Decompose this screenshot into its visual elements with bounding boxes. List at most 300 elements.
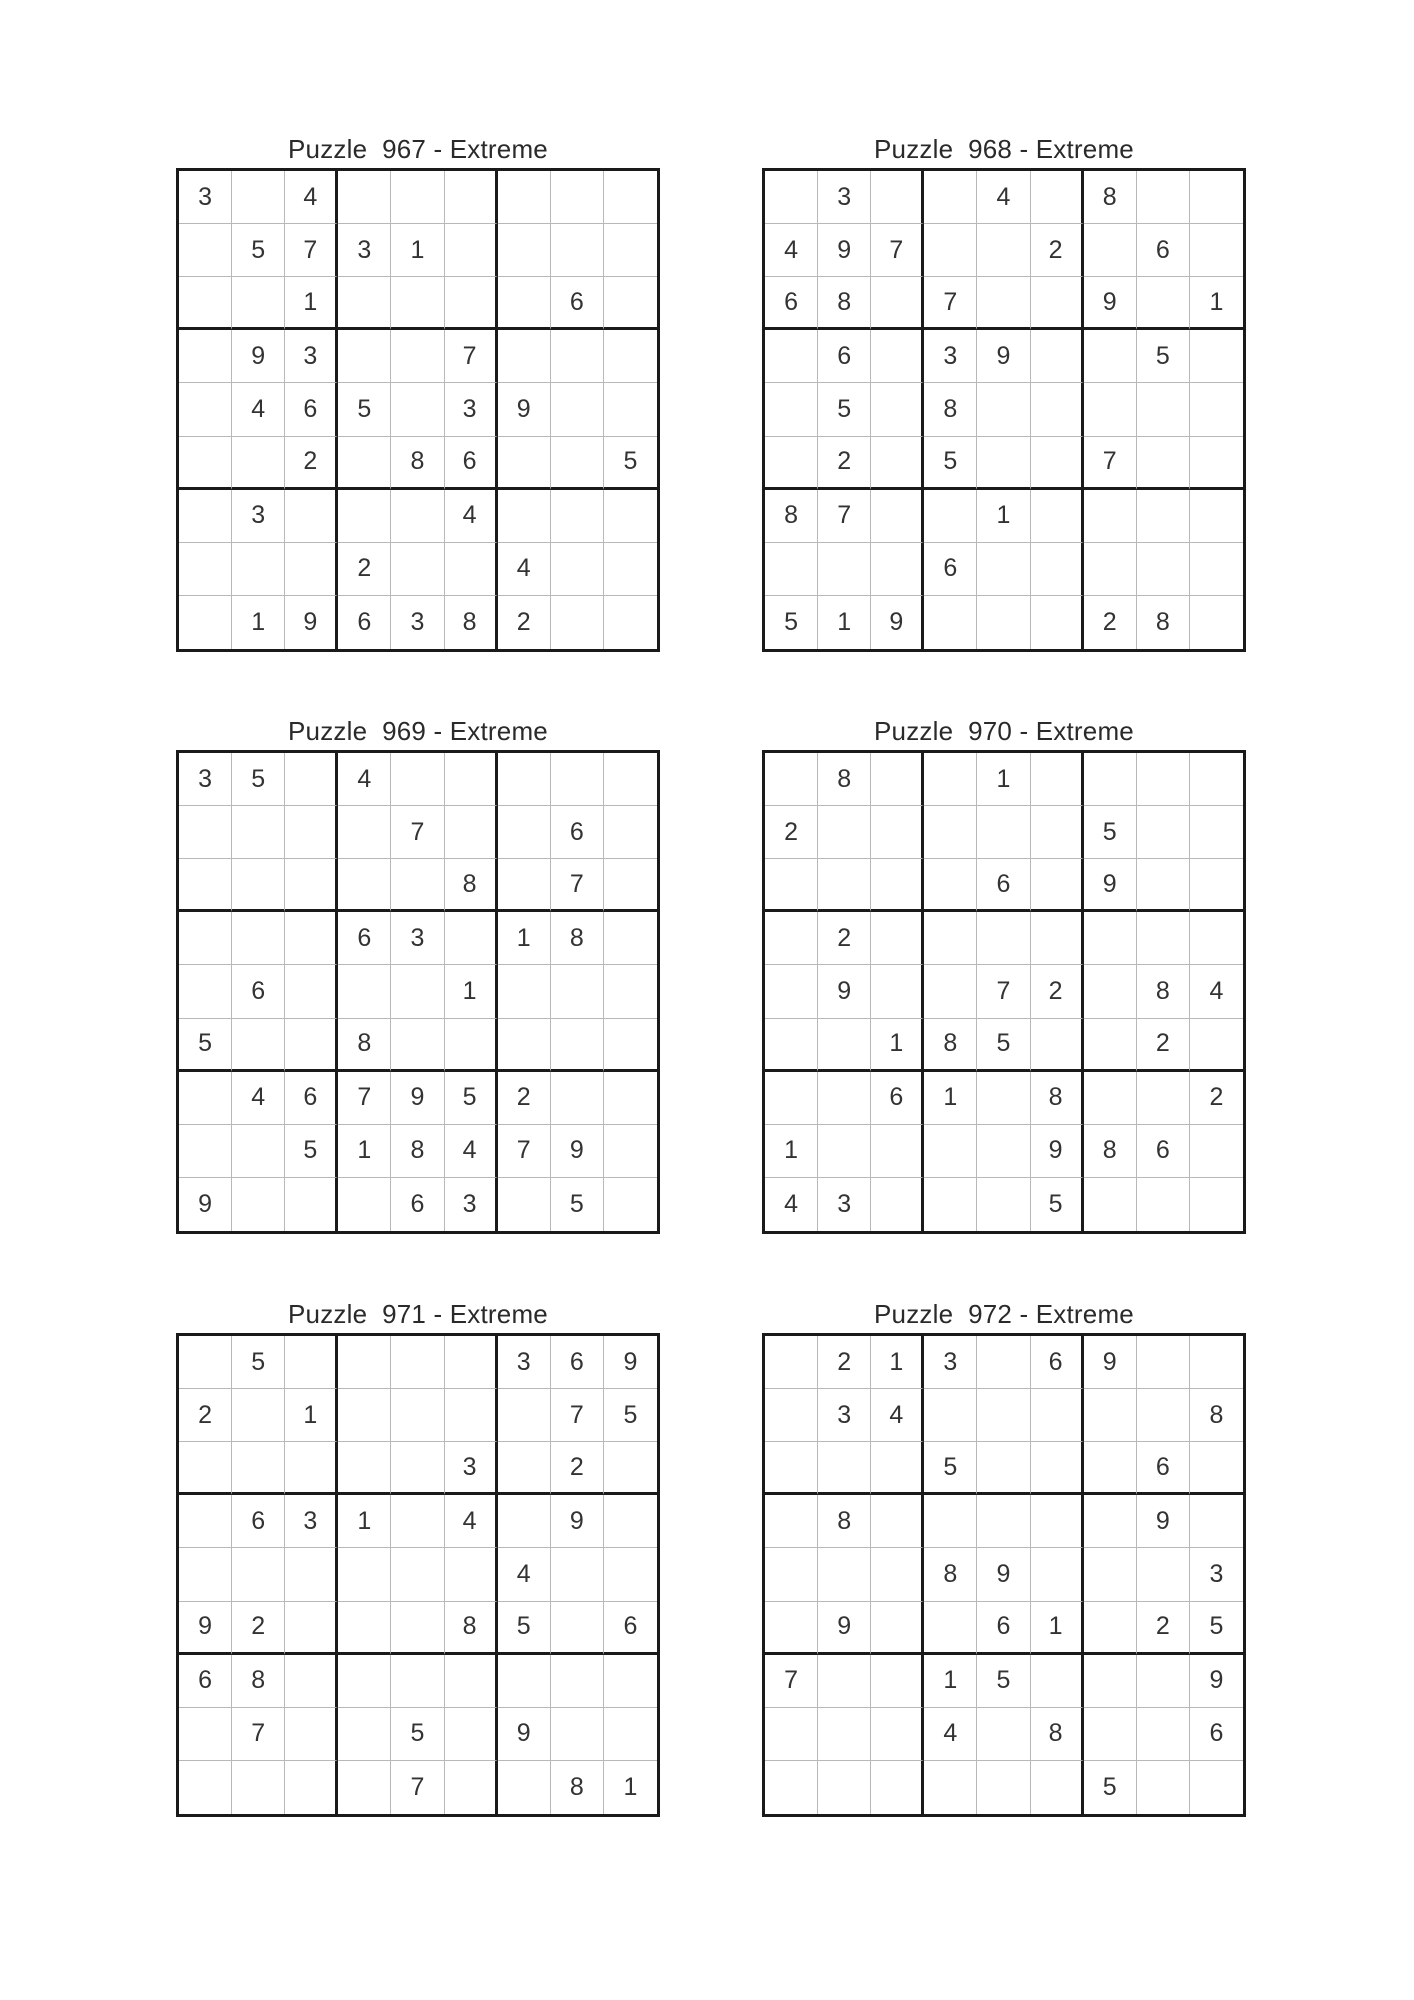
sudoku-cell: [551, 330, 604, 383]
sudoku-cell: 8: [232, 1655, 285, 1708]
sudoku-cell: [338, 806, 391, 859]
sudoku-cell: [285, 965, 338, 1018]
sudoku-cell: [498, 1495, 551, 1548]
sudoku-cell: [232, 859, 285, 912]
sudoku-cell: [924, 224, 977, 277]
sudoku-cell: 7: [445, 330, 498, 383]
sudoku-cell: 7: [551, 1389, 604, 1442]
sudoku-cell: 7: [391, 1761, 444, 1814]
sudoku-cell: [1190, 1125, 1243, 1178]
sudoku-cell: [924, 1389, 977, 1442]
sudoku-cell: 9: [391, 1072, 444, 1125]
sudoku-cell: [1031, 1761, 1084, 1814]
sudoku-cell: 8: [391, 437, 444, 490]
sudoku-cell: 5: [1190, 1602, 1243, 1655]
sudoku-cell: [179, 596, 232, 649]
sudoku-cell: [498, 1761, 551, 1814]
sudoku-cell: [1031, 1019, 1084, 1072]
sudoku-cell: [1190, 753, 1243, 806]
sudoku-cell: [977, 224, 1030, 277]
sudoku-cell: 4: [765, 224, 818, 277]
sudoku-cell: [1190, 330, 1243, 383]
sudoku-cell: 9: [1084, 1336, 1137, 1389]
sudoku-cell: [338, 330, 391, 383]
sudoku-cell: [977, 383, 1030, 436]
sudoku-cell: [1190, 224, 1243, 277]
sudoku-cell: [391, 543, 444, 596]
sudoku-cell: 9: [1084, 277, 1137, 330]
sudoku-cell: [445, 1761, 498, 1814]
sudoku-cell: [232, 806, 285, 859]
sudoku-cell: 1: [871, 1336, 924, 1389]
sudoku-cell: [445, 224, 498, 277]
sudoku-cell: 2: [285, 437, 338, 490]
sudoku-cell: 5: [977, 1019, 1030, 1072]
sudoku-cell: [1084, 1442, 1137, 1495]
sudoku-cell: [924, 1495, 977, 1548]
sudoku-cell: [445, 1336, 498, 1389]
sudoku-cell: [1084, 1178, 1137, 1231]
sudoku-cell: 5: [604, 437, 657, 490]
sudoku-cell: 3: [179, 171, 232, 224]
sudoku-cell: 3: [338, 224, 391, 277]
sudoku-cell: [1137, 171, 1190, 224]
sudoku-cell: 2: [1137, 1019, 1190, 1072]
sudoku-cell: 4: [445, 490, 498, 543]
sudoku-cell: [977, 1442, 1030, 1495]
sudoku-cell: [977, 1072, 1030, 1125]
sudoku-cell: [604, 171, 657, 224]
sudoku-cell: 9: [977, 330, 1030, 383]
sudoku-cell: [1137, 1761, 1190, 1814]
sudoku-cell: 5: [1084, 1761, 1137, 1814]
sudoku-cell: [285, 912, 338, 965]
sudoku-cell: [391, 1548, 444, 1601]
sudoku-cell: [1137, 277, 1190, 330]
sudoku-cell: [285, 859, 338, 912]
sudoku-cell: [765, 912, 818, 965]
sudoku-cell: [604, 1442, 657, 1495]
sudoku-cell: [498, 806, 551, 859]
sudoku-cell: [604, 1708, 657, 1761]
sudoku-cell: [1031, 1495, 1084, 1548]
sudoku-cell: 6: [1137, 1442, 1190, 1495]
sudoku-cell: [498, 859, 551, 912]
sudoku-cell: 4: [232, 1072, 285, 1125]
sudoku-cell: [391, 383, 444, 436]
sudoku-cell: 5: [1031, 1178, 1084, 1231]
sudoku-cell: 1: [924, 1655, 977, 1708]
sudoku-cell: 3: [445, 1178, 498, 1231]
sudoku-cell: [1031, 596, 1084, 649]
sudoku-cell: [604, 859, 657, 912]
sudoku-cell: 5: [232, 1336, 285, 1389]
sudoku-cell: 6: [924, 543, 977, 596]
sudoku-cell: 8: [924, 1019, 977, 1072]
sudoku-cell: 5: [924, 437, 977, 490]
puzzle-title: Puzzle 971 - Extreme: [288, 1299, 548, 1329]
sudoku-cell: [1031, 1442, 1084, 1495]
puzzle-967: [176, 130, 660, 652]
sudoku-cell: [551, 1072, 604, 1125]
sudoku-cell: [498, 277, 551, 330]
sudoku-cell: [338, 1602, 391, 1655]
sudoku-cell: [445, 1548, 498, 1601]
sudoku-cell: [445, 277, 498, 330]
sudoku-cell: [1190, 1495, 1243, 1548]
sudoku-cell: 6: [1137, 1125, 1190, 1178]
sudoku-cell: [1084, 1495, 1137, 1548]
sudoku-cell: 7: [232, 1708, 285, 1761]
sudoku-cell: [391, 490, 444, 543]
sudoku-cell: 4: [338, 753, 391, 806]
sudoku-cell: 3: [179, 753, 232, 806]
sudoku-cell: 9: [498, 383, 551, 436]
sudoku-cell: 8: [818, 277, 871, 330]
sudoku-cell: [977, 1708, 1030, 1761]
sudoku-cell: [924, 1761, 977, 1814]
sudoku-cell: [977, 806, 1030, 859]
sudoku-cell: [338, 1708, 391, 1761]
sudoku-cell: 1: [623, 1772, 638, 1801]
sudoku-cell: [1190, 1442, 1243, 1495]
sudoku-cell: [179, 1708, 232, 1761]
sudoku-cell: 1: [498, 912, 551, 965]
sudoku-cell: 7: [977, 965, 1030, 1018]
sudoku-cell: [551, 1708, 604, 1761]
sudoku-cell: [285, 1655, 338, 1708]
sudoku-cell: [285, 1602, 338, 1655]
sudoku-cell: 9: [1137, 1495, 1190, 1548]
puzzle-title: Puzzle 968 - Extreme: [874, 134, 1134, 164]
sudoku-grid: [762, 1333, 1246, 1817]
sudoku-cell: 6: [232, 1495, 285, 1548]
sudoku-grid: [176, 168, 660, 652]
sudoku-cell: [1031, 1548, 1084, 1601]
sudoku-cell: [765, 859, 818, 912]
sudoku-cell: 2: [818, 437, 871, 490]
sudoku-cell: [818, 1019, 871, 1072]
sudoku-cell: 1: [445, 965, 498, 1018]
sudoku-cell: [285, 1336, 338, 1389]
sudoku-cell: [179, 965, 232, 1018]
sudoku-cell: [551, 543, 604, 596]
sudoku-cell: [604, 330, 657, 383]
sudoku-cell: 1: [765, 1125, 818, 1178]
sudoku-cell: [604, 806, 657, 859]
sudoku-cell: 8: [818, 1495, 871, 1548]
sudoku-cell: [498, 437, 551, 490]
sudoku-cell: [924, 171, 977, 224]
sudoku-cell: 8: [1137, 596, 1190, 649]
sudoku-cell: [765, 1442, 818, 1495]
sudoku-cell: 5: [391, 1708, 444, 1761]
sudoku-cell: [391, 171, 444, 224]
sudoku-cell: [871, 437, 924, 490]
sudoku-cell: [391, 753, 444, 806]
sudoku-cell: [871, 965, 924, 1018]
sudoku-cell: 7: [1084, 437, 1137, 490]
sudoku-cell: [1084, 1019, 1137, 1072]
sudoku-cell: [604, 596, 657, 649]
sudoku-cell: [1190, 859, 1243, 912]
sudoku-cell: [1137, 1178, 1190, 1231]
sudoku-cell: 1: [977, 490, 1030, 543]
sudoku-cell: 3: [285, 330, 338, 383]
sudoku-cell: 1: [285, 1389, 338, 1442]
sudoku-cell: [871, 1602, 924, 1655]
sudoku-cell: 9: [1190, 1655, 1243, 1708]
sudoku-cell: [1190, 1761, 1243, 1814]
sudoku-cell: [604, 277, 657, 330]
sudoku-cell: [924, 1125, 977, 1178]
sudoku-cell: 2: [818, 912, 871, 965]
sudoku-cell: 6: [871, 1072, 924, 1125]
sudoku-cell: [924, 806, 977, 859]
sudoku-cell: [871, 383, 924, 436]
sudoku-cell: [924, 912, 977, 965]
sudoku-cell: [604, 543, 657, 596]
sudoku-cell: [338, 965, 391, 1018]
sudoku-cell: [338, 1655, 391, 1708]
sudoku-cell: [1190, 383, 1243, 436]
sudoku-cell: [498, 1655, 551, 1708]
sudoku-cell: [179, 806, 232, 859]
sudoku-cell: [1190, 1336, 1243, 1389]
sudoku-cell: 1: [977, 753, 1030, 806]
sudoku-cell: [977, 1336, 1030, 1389]
sudoku-cell: [1137, 490, 1190, 543]
sudoku-cell: 5: [604, 1389, 657, 1442]
sudoku-cell: 2: [765, 806, 818, 859]
sudoku-cell: [1084, 1602, 1137, 1655]
sudoku-cell: [871, 1655, 924, 1708]
sudoku-cell: [179, 330, 232, 383]
sudoku-cell: [924, 490, 977, 543]
sudoku-cell: 8: [445, 1602, 498, 1655]
sudoku-cell: [1031, 437, 1084, 490]
sudoku-cell: [338, 490, 391, 543]
sudoku-cell: [285, 1761, 338, 1814]
sudoku-cell: 8: [551, 912, 604, 965]
sudoku-cell: 3: [285, 1495, 338, 1548]
sudoku-cell: [338, 1336, 391, 1389]
sudoku-cell: [604, 1019, 657, 1072]
sudoku-cell: 8: [445, 859, 498, 912]
sudoku-cell: [977, 912, 1030, 965]
sudoku-cell: 2: [338, 543, 391, 596]
sudoku-cell: [445, 543, 498, 596]
sudoku-cell: 3: [818, 1178, 871, 1231]
sudoku-cell: [871, 171, 924, 224]
sudoku-cell: [551, 1548, 604, 1601]
sudoku-cell: [765, 543, 818, 596]
sudoku-cell: 3: [818, 171, 871, 224]
sudoku-cell: [1031, 490, 1084, 543]
sudoku-cell: [765, 171, 818, 224]
sudoku-cell: 8: [1190, 1389, 1243, 1442]
sudoku-cell: [818, 1442, 871, 1495]
sudoku-cell: [871, 806, 924, 859]
sudoku-cell: [1137, 437, 1190, 490]
sudoku-cell: 3: [232, 490, 285, 543]
sudoku-cell: [445, 1655, 498, 1708]
sudoku-cell: [1084, 912, 1137, 965]
sudoku-cell: [924, 753, 977, 806]
sudoku-cell: [1137, 1655, 1190, 1708]
sudoku-cell: 8: [1031, 1072, 1084, 1125]
sudoku-cell: [551, 1019, 604, 1072]
sudoku-cell: [604, 753, 657, 806]
sudoku-cell: [391, 1442, 444, 1495]
sudoku-cell: [179, 383, 232, 436]
sudoku-cell: [498, 224, 551, 277]
sudoku-cell: 9: [1084, 859, 1137, 912]
sudoku-cell: 5: [924, 1442, 977, 1495]
sudoku-grid: [176, 1333, 660, 1817]
sudoku-cell: [498, 965, 551, 1018]
sudoku-cell: [551, 383, 604, 436]
sudoku-cell: [338, 277, 391, 330]
sudoku-cell: [1084, 1548, 1137, 1601]
sudoku-cell: 4: [285, 171, 338, 224]
sudoku-cell: [1084, 1708, 1137, 1761]
sudoku-cell: 8: [391, 1125, 444, 1178]
sudoku-cell: [179, 1125, 232, 1178]
sudoku-cell: [765, 1548, 818, 1601]
sudoku-cell: [765, 1389, 818, 1442]
sudoku-cell: [391, 965, 444, 1018]
sudoku-cell: [604, 224, 657, 277]
sudoku-cell: [445, 1708, 498, 1761]
sudoku-cell: 1: [232, 596, 285, 649]
sudoku-cell: [232, 1548, 285, 1601]
sudoku-cell: [232, 1761, 285, 1814]
sudoku-cell: [977, 1125, 1030, 1178]
sudoku-cell: 8: [1084, 171, 1137, 224]
sudoku-cell: 6: [338, 912, 391, 965]
sudoku-cell: [445, 912, 498, 965]
sudoku-cell: [551, 224, 604, 277]
sudoku-cell: 4: [498, 1548, 551, 1601]
sudoku-cell: [1084, 965, 1137, 1018]
sudoku-cell: [977, 1178, 1030, 1231]
sudoku-cell: 7: [924, 277, 977, 330]
sudoku-cell: 7: [285, 224, 338, 277]
sudoku-cell: [551, 1602, 604, 1655]
sudoku-cell: [604, 965, 657, 1018]
sudoku-cell: 3: [445, 1442, 498, 1495]
sudoku-cell: [1137, 753, 1190, 806]
sudoku-cell: [604, 383, 657, 436]
sudoku-cell: [765, 753, 818, 806]
sudoku-cell: [285, 543, 338, 596]
sudoku-cell: [604, 1655, 657, 1708]
sudoku-cell: 2: [498, 1072, 551, 1125]
sudoku-cell: [977, 543, 1030, 596]
sudoku-cell: [338, 1442, 391, 1495]
sudoku-cell: [179, 1442, 232, 1495]
sudoku-cell: [391, 859, 444, 912]
sudoku-cell: [445, 806, 498, 859]
sudoku-cell: 9: [551, 1125, 604, 1178]
sudoku-cell: [924, 1178, 977, 1231]
sudoku-cell: [338, 437, 391, 490]
sudoku-cell: [818, 1072, 871, 1125]
sudoku-cell: 2: [498, 596, 551, 649]
sudoku-cell: [391, 1655, 444, 1708]
sudoku-cell: 8: [1031, 1708, 1084, 1761]
sudoku-cell: [1084, 383, 1137, 436]
sudoku-cell: 6: [232, 965, 285, 1018]
sudoku-cell: 1: [818, 596, 871, 649]
sudoku-cell: [1031, 753, 1084, 806]
sudoku-cell: [1190, 437, 1243, 490]
sudoku-cell: [1031, 912, 1084, 965]
sudoku-cell: [765, 1495, 818, 1548]
sudoku-cell: 1: [391, 224, 444, 277]
puzzle-title: Puzzle 967 - Extreme: [288, 134, 548, 164]
sudoku-cell: 7: [818, 490, 871, 543]
sudoku-cell: [498, 1389, 551, 1442]
sudoku-cell: 5: [818, 383, 871, 436]
sudoku-cell: 2: [1137, 1602, 1190, 1655]
sudoku-cell: [871, 1708, 924, 1761]
sudoku-cell: [232, 1125, 285, 1178]
sudoku-cell: 6: [1137, 224, 1190, 277]
sudoku-cell: 5: [551, 1178, 604, 1231]
sudoku-cell: [765, 330, 818, 383]
sudoku-cell: [871, 1761, 924, 1814]
sudoku-cell: [445, 171, 498, 224]
sudoku-cell: [1190, 806, 1243, 859]
sudoku-cell: 6: [977, 1602, 1030, 1655]
sudoku-cell: [498, 1178, 551, 1231]
sudoku-cell: 9: [179, 1602, 232, 1655]
sudoku-cell: 9: [871, 596, 924, 649]
sudoku-cell: 1: [924, 1072, 977, 1125]
sudoku-cell: 5: [1084, 806, 1137, 859]
sudoku-cell: [498, 330, 551, 383]
sudoku-cell: [391, 1602, 444, 1655]
sudoku-cell: 3: [1190, 1548, 1243, 1601]
sudoku-cell: 6: [338, 596, 391, 649]
sudoku-cell: 2: [179, 1389, 232, 1442]
sudoku-cell: [285, 490, 338, 543]
sudoku-cell: 3: [391, 596, 444, 649]
sudoku-cell: [179, 1761, 232, 1814]
sudoku-cell: [604, 1548, 657, 1601]
sudoku-cell: 1: [1031, 1602, 1084, 1655]
sudoku-cell: [232, 1442, 285, 1495]
sudoku-cell: 4: [924, 1708, 977, 1761]
sudoku-cell: 9: [818, 1602, 871, 1655]
sudoku-cell: [1031, 806, 1084, 859]
sudoku-cell: 6: [765, 277, 818, 330]
sudoku-cell: [1190, 171, 1243, 224]
sudoku-cell: [977, 437, 1030, 490]
sudoku-cell: [551, 437, 604, 490]
sudoku-cell: 4: [765, 1178, 818, 1231]
sudoku-cell: [498, 753, 551, 806]
sudoku-cell: [285, 1178, 338, 1231]
sudoku-cell: [765, 1072, 818, 1125]
sudoku-cell: [1190, 1019, 1243, 1072]
sudoku-cell: 6: [551, 806, 604, 859]
sudoku-cell: [871, 753, 924, 806]
sudoku-cell: [338, 1548, 391, 1601]
sudoku-cell: [818, 1125, 871, 1178]
